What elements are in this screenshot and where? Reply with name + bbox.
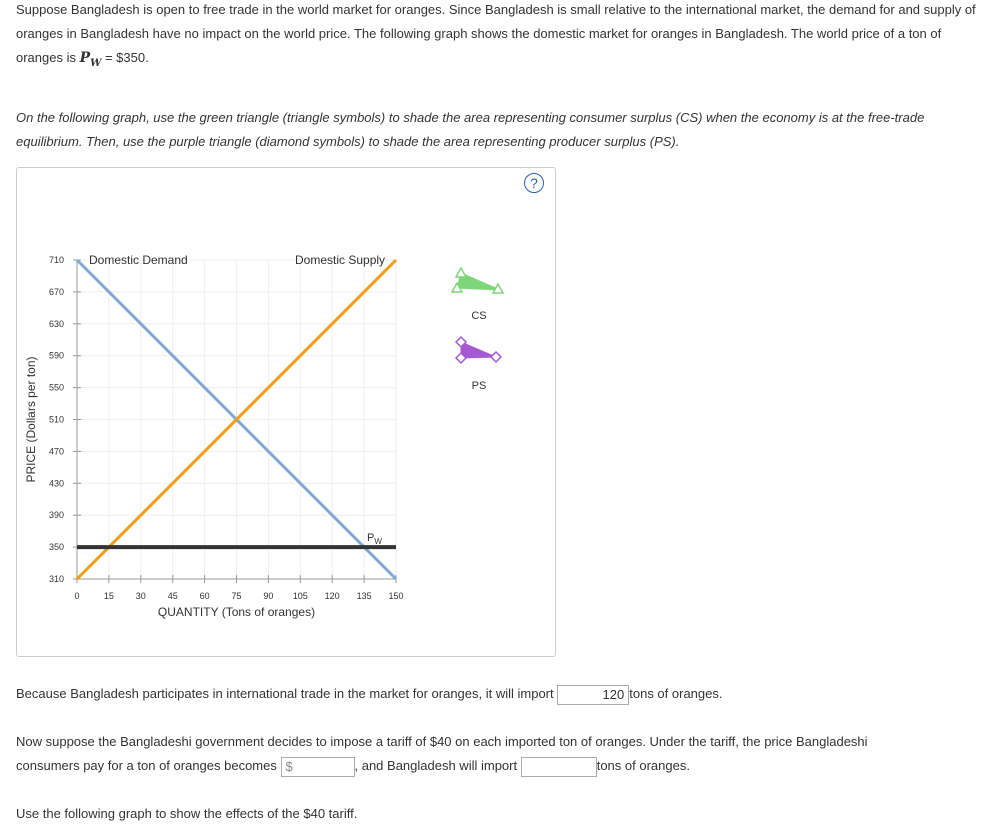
y-tick-label: 630 xyxy=(48,318,64,329)
x-tick-label: 15 xyxy=(103,591,114,601)
x-tick-label: 60 xyxy=(199,591,210,601)
diamond-marker-icon xyxy=(491,352,501,362)
demand-label: Domestic Demand xyxy=(89,253,188,267)
y-axis-label: PRICE (Dollars per ton) xyxy=(24,356,38,483)
x-tick-label: 120 xyxy=(324,591,340,601)
y-tick-label: 550 xyxy=(48,382,64,393)
x-tick-label: 0 xyxy=(74,591,80,601)
tariff-question-line1: Now suppose the Bangladeshi government decides to impose a tariff of $40 on each imported ton of oranges. Under the tariff, the price Bangladeshi xyxy=(16,734,868,749)
x-tick-label: 75 xyxy=(231,591,242,601)
x-tick-label: 45 xyxy=(167,591,178,601)
tariff-question-line2: consumers pay for a ton of oranges becomes $ , and Bangladesh will import tons of oranges. xyxy=(16,755,690,777)
supply-label: Domestic Supply xyxy=(295,253,386,267)
x-tick-label: 105 xyxy=(292,591,308,601)
y-tick-label: 510 xyxy=(48,414,64,425)
final-instruction: Use the following graph to show the effects of the $40 tariff. xyxy=(16,806,358,821)
y-tick-label: 310 xyxy=(48,574,64,584)
y-tick-label: 350 xyxy=(48,542,64,553)
ps-shape xyxy=(461,342,496,358)
world-price-label: $P_W$ xyxy=(367,532,382,547)
x-axis-label: QUANTITY (Tons of oranges) xyxy=(157,605,316,619)
y-tick-label: 670 xyxy=(48,286,64,297)
ps-tool[interactable] xyxy=(456,337,501,392)
palette-layer xyxy=(452,268,503,392)
help-button[interactable]: ? xyxy=(524,173,544,193)
x-tick-label: 30 xyxy=(135,591,146,601)
triangle-marker-icon xyxy=(456,268,466,277)
import-question: Because Bangladesh participates in international trade in the market for oranges, it will import 120 tons of oranges. xyxy=(16,683,722,705)
ps-label: PS xyxy=(471,380,487,392)
x-tick-label: 90 xyxy=(263,591,274,601)
tariff-price-field[interactable]: $ xyxy=(281,757,355,777)
y-tick-label: 590 xyxy=(48,350,64,361)
labels-layer xyxy=(89,253,385,546)
import-answer-field[interactable]: 120 xyxy=(557,685,629,705)
x-tick-label: 135 xyxy=(356,591,372,601)
y-tick-label: 710 xyxy=(48,255,64,265)
y-tick-label: 390 xyxy=(48,510,64,521)
graph-instructions: On the following graph, use the green triangle (triangle symbols) to shade the area representing consumer surplus (CS) when the economy is at the free-trade equilibrium. Then, use the purple triangle (diamond symbols) to shade the area representing producer surplus (PS). xyxy=(16,110,925,149)
intro-paragraph: Suppose Bangladesh is open to free trade in the world market for oranges. Since Bangladesh is small relative to the international market, the demand for and supply of oranges in Bangladesh have no impact on the world price. The following graph shows the domestic market for oranges in Bangladesh. The world price of a ton of oranges is $P_W$ = $350. xyxy=(16,2,976,69)
x-tick-label: 150 xyxy=(388,591,404,601)
y-tick-label: 470 xyxy=(48,446,64,457)
cs-label: CS xyxy=(471,310,487,322)
cs-tool[interactable] xyxy=(452,268,503,322)
world-price-symbol: $P_W$ xyxy=(79,50,102,69)
y-tick-label: 430 xyxy=(48,478,64,489)
tariff-import-field[interactable] xyxy=(521,757,597,777)
